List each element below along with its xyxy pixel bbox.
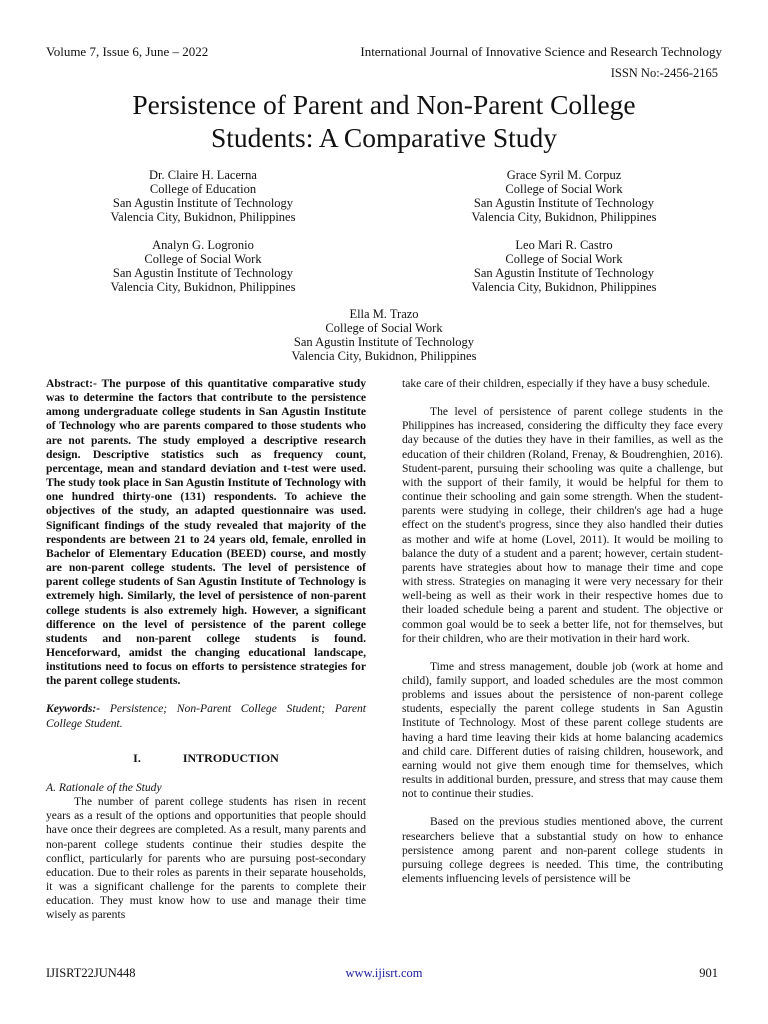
left-column xyxy=(46,377,366,922)
author-dept: College of Social Work xyxy=(505,252,623,266)
body-paragraph: Based on the previous studies mentioned above, the current researchers believe that a substantial study on how to enhance persistence among parent and non-parent college students in pursuing college degrees is needed. This time, the contributing elements influencing levels of persistence will be xyxy=(402,815,723,885)
keywords-label: Keywords:- xyxy=(46,702,101,716)
author-block xyxy=(254,307,514,363)
author-location: Valencia City, Bukidnon, Philippines xyxy=(471,280,657,294)
footer-paper-code: IJISRT22JUN448 xyxy=(46,966,136,980)
footer-website-link[interactable]: www.ijisrt.com xyxy=(345,966,423,980)
title-line-1: Persistence of Parent and Non-Parent College xyxy=(132,89,636,120)
section-heading xyxy=(46,751,366,765)
author-name: Grace Syril M. Corpuz xyxy=(506,168,622,182)
author-dept: College of Social Work xyxy=(505,182,623,196)
author-dept: College of Social Work xyxy=(325,321,443,335)
author-location: Valencia City, Bukidnon, Philippines xyxy=(110,280,296,294)
author-institute: San Agustin Institute of Technology xyxy=(112,196,294,210)
author-institute: San Agustin Institute of Technology xyxy=(473,266,655,280)
paper-title xyxy=(40,88,728,154)
author-institute: San Agustin Institute of Technology xyxy=(293,335,475,349)
section-title: INTRODUCTION xyxy=(182,750,279,765)
keywords-text: Persistence; Non-Parent College Student; Parent College Student. xyxy=(46,702,367,730)
author-block xyxy=(434,168,694,224)
author-dept: College of Social Work xyxy=(144,252,262,266)
author-location: Valencia City, Bukidnon, Philippines xyxy=(110,210,296,224)
author-institute: San Agustin Institute of Technology xyxy=(473,196,655,210)
author-block xyxy=(73,168,333,224)
author-dept: College of Education xyxy=(149,182,257,196)
footer-page-number: 901 xyxy=(699,966,718,980)
author-block xyxy=(434,238,694,294)
author-name: Dr. Claire H. Lacerna xyxy=(149,168,257,182)
body-paragraph: Time and stress management, double job (work at home and child), family support, and loaded schedules are the most common problems and issues about the persistence of non-parent college students, especially the parent college students in San Agustin Institute of Technology. Most of these parent college students are having a hard time leaving their kids at home balancing academics and child care. Different duties of raising children, housework, and earning would not give them enough time for themselves, which results in additional burden, pressure, and stress that may cause them not to continue their studies. xyxy=(402,659,723,801)
author-location: Valencia City, Bukidnon, Philippines xyxy=(471,210,657,224)
journal-volume: Volume 7, Issue 6, June – 2022 xyxy=(46,44,209,59)
title-line-2: Students: A Comparative Study xyxy=(210,122,558,153)
author-name: Ella M. Trazo xyxy=(349,307,419,321)
subsection-heading: A. Rationale of the Study xyxy=(46,780,162,794)
body-paragraph: The number of parent college students has risen in recent years as a result of the options and opportunities that people should have once their degrees are completed. As a result, many parents and non-parent college students continue their studies despite the conflict, particularly for parents who are pursuing post-secondary education. Due to their roles as parents in their separate households, it was a significant challenge for the parents to complete their education. They must know how to use and manage their time wisely as parents xyxy=(46,795,366,922)
author-name: Leo Mari R. Castro xyxy=(515,238,613,252)
author-block xyxy=(73,238,333,294)
journal-issn: ISSN No:-2456-2165 xyxy=(610,66,718,80)
author-name: Analyn G. Logronio xyxy=(152,238,254,252)
section-number: I. xyxy=(133,750,141,765)
body-paragraph: take care of their children, especially if they have a busy schedule. xyxy=(402,377,711,390)
body-paragraph: The level of persistence of parent college students in the Philippines has increased, considering the difficulty they face every day because of the duties they have in their families, as well as the education of their children (Roland, Frenay, & Boudrenghien, 2016). Student-parent, pursuing their schooling was quite a challenge, but with the support of their family, it would be helpful for them to continue their schooling and gain some strength. When the student-parents were studying in college, their children's age had a huge effect on the student's progress, since they also handled their duties as mother and wife at home (Lovel, 2011). It would be moiling to balance the duty of a student and a parent; however, certain student-parents have strategies about how to manage their time and cope with stress. Strategies on managing it were very necessary for their well-being as well as their work in their respective homes due to their loaded schedule being a parent and student. The objective or common goal would be to seek a better life, not for themselves, but for their children, who are their motivation in their hard work. xyxy=(402,405,723,645)
right-column xyxy=(402,377,723,886)
abstract: Abstract:- The purpose of this quantitative comparative study was to determine the factors that contribute to the persistence among undergraduate college students in San Agustin Institute of Technology who are parents compared to those students who are not parents. The study employed a descriptive research design. Descriptive statistics such as frequency count, percentage, mean and standard deviation and t-test were used. The study took place in San Agustin Institute of Technology with one hundred thirty-one (131) respondents. To achieve the objectives of the study, an adapted questionnaire was used. Significant findings of the study revealed that majority of the respondents are between 21 to 24 years old, female, enrolled in Bachelor of Elementary Education (BEED) course, and mostly are non-parent college students. The level of persistence of parent college students of San Agustin Institute of Technology is extremely high. Similarly, the level of persistence of non-parent college students is also extremely high. However, a significant difference on the level of persistence of the parent college students and non-parent college students is found. Henceforward, amidst the changing educational landscape, institutions need to focus on efforts to persistence strategies for the parent college students. xyxy=(46,377,366,688)
journal-name: International Journal of Innovative Science and Research Technology xyxy=(360,44,722,59)
author-institute: San Agustin Institute of Technology xyxy=(112,266,294,280)
keywords xyxy=(46,702,366,730)
author-location: Valencia City, Bukidnon, Philippines xyxy=(291,349,477,363)
